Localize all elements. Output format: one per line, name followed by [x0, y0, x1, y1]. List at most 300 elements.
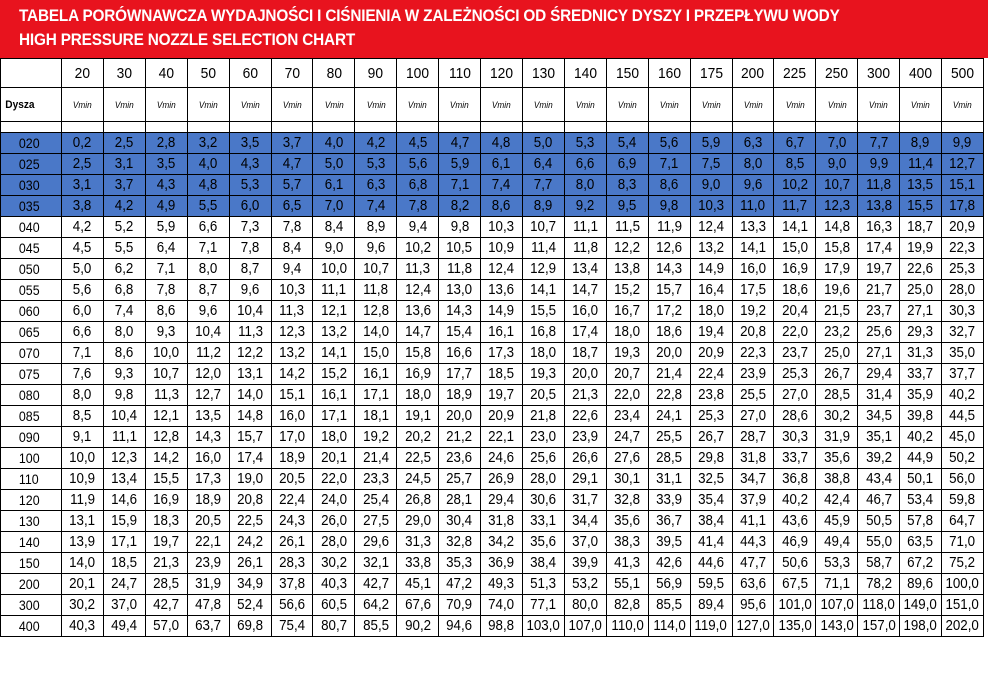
- table-cell: [816, 154, 858, 175]
- table-cell-text: 41,4: [698, 534, 725, 550]
- table-cell: [397, 154, 439, 175]
- table-cell-text: 58,7: [865, 555, 892, 571]
- table-cell: [229, 616, 271, 637]
- table-cell-text: 40,2: [781, 492, 808, 508]
- table-cell-text: 15,5: [153, 471, 180, 487]
- table-cell-text: 42,6: [656, 555, 683, 571]
- table-cell: [271, 343, 313, 364]
- table-cell-text: 8,0: [198, 261, 218, 277]
- table-cell-text: 44,3: [739, 534, 766, 550]
- table-cell-text: 50,1: [907, 471, 934, 487]
- table-cell: [62, 175, 104, 196]
- table-cell: [481, 406, 523, 427]
- table-cell-text: 16,0: [195, 450, 222, 466]
- table-cell: [858, 322, 900, 343]
- unit-label: [481, 88, 523, 122]
- table-cell-text: 18,9: [278, 450, 305, 466]
- table-cell-text: 39,8: [907, 408, 934, 424]
- table-row: [1, 469, 984, 490]
- table-cell-text: 67,6: [404, 597, 431, 613]
- table-cell-text: 9,6: [743, 177, 763, 193]
- table-cell-text: 22,3: [949, 240, 976, 256]
- table-row: [1, 532, 984, 553]
- column-header: [942, 59, 984, 88]
- table-cell-text: 18,1: [362, 408, 389, 424]
- table-cell: [62, 427, 104, 448]
- table-cell-text: 23,7: [781, 345, 808, 361]
- table-cell: [313, 574, 355, 595]
- table-cell-text: 9,4: [408, 219, 427, 235]
- table-cell: [606, 154, 648, 175]
- table-cell: [187, 574, 229, 595]
- table-cell-text: 36,9: [488, 555, 515, 571]
- table-cell: [481, 280, 523, 301]
- table-cell: [564, 490, 606, 511]
- table-cell-text: 53,2: [572, 576, 599, 592]
- nozzle-size-cell: [1, 343, 62, 364]
- table-cell-text: 9,4: [282, 261, 302, 277]
- column-header-text: 50: [200, 64, 216, 82]
- nozzle-size-cell: [1, 238, 62, 259]
- column-header: [606, 59, 648, 88]
- table-cell: [732, 133, 774, 154]
- nozzle-size-cell-text: 080: [18, 387, 40, 403]
- table-cell: [103, 574, 145, 595]
- table-cell: [732, 364, 774, 385]
- table-cell: [522, 469, 564, 490]
- table-cell-text: 19,7: [488, 387, 515, 403]
- table-cell: [564, 469, 606, 490]
- column-header-text: 60: [242, 64, 258, 82]
- table-cell-text: 7,5: [701, 156, 721, 172]
- table-cell-text: 25,5: [739, 387, 766, 403]
- table-cell: [816, 553, 858, 574]
- table-cell-text: 14,8: [237, 408, 264, 424]
- table-cell-text: 3,7: [115, 177, 134, 193]
- nozzle-size-cell-text: 120: [18, 492, 40, 508]
- table-cell-text: 26,1: [278, 534, 305, 550]
- unit-label-text: Vmin: [743, 99, 763, 110]
- table-cell: [900, 616, 942, 637]
- table-cell: [229, 175, 271, 196]
- table-cell-text: 8,4: [324, 219, 344, 235]
- table-cell-text: 14,1: [739, 240, 766, 256]
- table-cell: [732, 238, 774, 259]
- table-cell-text: 7,8: [156, 282, 176, 298]
- table-cell-text: 77,1: [530, 597, 557, 613]
- column-header: [648, 59, 690, 88]
- table-cell: [522, 532, 564, 553]
- unit-label: [942, 88, 984, 122]
- table-cell: [355, 175, 397, 196]
- table-cell: [942, 217, 984, 238]
- column-header-text: 100: [406, 64, 430, 82]
- table-cell-text: 17,4: [237, 450, 264, 466]
- table-cell: [313, 448, 355, 469]
- table-cell: [522, 217, 564, 238]
- table-cell-text: 42,4: [823, 492, 850, 508]
- table-cell: [732, 280, 774, 301]
- table-cell-text: 14,9: [698, 261, 725, 277]
- table-cell: [439, 385, 481, 406]
- table-cell: [648, 469, 690, 490]
- table-cell-text: 11,8: [447, 261, 473, 277]
- table-cell: [900, 238, 942, 259]
- table-cell-text: 29,1: [572, 471, 599, 487]
- table-cell-text: 21,3: [153, 555, 180, 571]
- table-cell: [62, 511, 104, 532]
- table-cell: [355, 427, 397, 448]
- table-cell: [774, 133, 816, 154]
- table-cell-text: 37,7: [949, 366, 976, 382]
- table-cell-text: 9,3: [115, 366, 134, 382]
- table-cell: [942, 427, 984, 448]
- table-cell: [229, 343, 271, 364]
- table-cell: [481, 490, 523, 511]
- column-header: [439, 59, 481, 88]
- table-cell: [816, 385, 858, 406]
- table-cell: [397, 469, 439, 490]
- table-cell-text: 23,9: [572, 429, 599, 445]
- unit-row: [1, 88, 984, 122]
- table-cell-text: 8,6: [156, 303, 176, 319]
- table-cell-text: 14,1: [781, 219, 808, 235]
- table-cell: [774, 616, 816, 637]
- table-cell-text: 35,4: [698, 492, 725, 508]
- table-cell-text: 13,6: [488, 282, 515, 298]
- table-cell: [481, 301, 523, 322]
- spacer-cell: [816, 122, 858, 133]
- table-row: [1, 364, 984, 385]
- table-cell-text: 17,0: [278, 429, 305, 445]
- table-cell: [690, 343, 732, 364]
- table-cell-text: 47,7: [739, 555, 766, 571]
- table-cell: [229, 427, 271, 448]
- table-row: [1, 616, 984, 637]
- table-cell-text: 9,0: [324, 240, 344, 256]
- table-cell-text: 36,7: [656, 513, 683, 529]
- table-cell-text: 33,7: [781, 450, 808, 466]
- table-cell: [900, 343, 942, 364]
- table-cell-text: 29,0: [404, 513, 431, 529]
- table-cell: [62, 280, 104, 301]
- table-cell: [900, 469, 942, 490]
- table-cell: [690, 259, 732, 280]
- table-cell-text: 8,5: [73, 408, 92, 424]
- table-cell-text: 17,2: [656, 303, 683, 319]
- table-cell: [522, 154, 564, 175]
- table-cell-text: 10,2: [404, 240, 431, 256]
- table-cell-text: 14,3: [656, 261, 683, 277]
- column-header: [900, 59, 942, 88]
- table-cell: [62, 490, 104, 511]
- table-cell: [942, 301, 984, 322]
- table-cell-text: 30,6: [530, 492, 557, 508]
- spacer-cell: [439, 122, 481, 133]
- table-cell: [62, 133, 104, 154]
- table-cell-text: 15,5: [530, 303, 557, 319]
- table-cell-text: 12,3: [111, 450, 138, 466]
- table-cell-text: 11,7: [782, 198, 808, 214]
- table-cell-text: 149,0: [903, 597, 938, 613]
- table-cell: [564, 196, 606, 217]
- table-cell-text: 19,9: [907, 240, 934, 256]
- table-cell: [900, 322, 942, 343]
- table-cell: [229, 322, 271, 343]
- table-cell: [481, 532, 523, 553]
- table-cell-text: 82,8: [614, 597, 641, 613]
- column-header: [313, 59, 355, 88]
- table-cell: [313, 175, 355, 196]
- table-cell-text: 12,2: [237, 345, 264, 361]
- table-cell: [271, 511, 313, 532]
- table-cell-text: 7,1: [73, 345, 92, 361]
- table-cell-text: 35,6: [530, 534, 557, 550]
- table-cell: [774, 490, 816, 511]
- table-cell-text: 16,0: [739, 261, 766, 277]
- table-cell-text: 8,9: [534, 198, 553, 214]
- table-cell: [103, 154, 145, 175]
- table-cell-text: 15,7: [237, 429, 264, 445]
- table-cell: [816, 595, 858, 616]
- table-cell: [62, 259, 104, 280]
- table-cell: [774, 238, 816, 259]
- table-cell-text: 63,6: [739, 576, 766, 592]
- table-cell-text: 15,0: [781, 240, 808, 256]
- table-cell: [187, 532, 229, 553]
- table-cell: [522, 406, 564, 427]
- table-cell: [942, 553, 984, 574]
- table-cell: [732, 490, 774, 511]
- table-cell: [271, 532, 313, 553]
- spacer-cell: [522, 122, 564, 133]
- table-cell: [481, 364, 523, 385]
- table-cell: [774, 511, 816, 532]
- table-cell-text: 17,4: [865, 240, 892, 256]
- table-cell-text: 4,7: [282, 156, 302, 172]
- table-cell: [522, 196, 564, 217]
- table-cell: [858, 217, 900, 238]
- table-cell: [816, 574, 858, 595]
- table-cell-text: 19,3: [530, 366, 557, 382]
- table-cell-text: 6,6: [198, 219, 218, 235]
- table-cell-text: 20,9: [488, 408, 515, 424]
- table-cell: [942, 343, 984, 364]
- table-cell-text: 56,9: [656, 576, 683, 592]
- table-cell-text: 16,1: [362, 366, 389, 382]
- table-cell: [690, 175, 732, 196]
- table-cell: [103, 490, 145, 511]
- column-header-text: 20: [74, 64, 91, 82]
- table-cell-text: 10,2: [781, 177, 808, 193]
- table-cell: [900, 364, 942, 385]
- table-cell: [355, 553, 397, 574]
- table-cell: [481, 469, 523, 490]
- table-cell: [774, 595, 816, 616]
- table-cell-text: 19,3: [614, 345, 641, 361]
- column-header-text: 500: [950, 64, 974, 82]
- table-cell-text: 67,5: [781, 576, 808, 592]
- table-cell: [942, 322, 984, 343]
- table-cell: [397, 511, 439, 532]
- table-cell-text: 9,0: [827, 156, 847, 172]
- table-cell-text: 9,9: [953, 135, 972, 151]
- table-cell: [732, 448, 774, 469]
- table-cell-text: 31,8: [488, 513, 515, 529]
- table-cell-text: 5,6: [73, 282, 92, 298]
- table-cell-text: 17,1: [111, 534, 138, 550]
- column-header: [481, 59, 523, 88]
- table-cell: [690, 616, 732, 637]
- table-cell-text: 12,9: [530, 261, 557, 277]
- table-cell-text: 101,0: [778, 597, 812, 613]
- unit-label: [816, 88, 858, 122]
- table-cell: [648, 301, 690, 322]
- table-cell: [355, 616, 397, 637]
- table-cell: [187, 553, 229, 574]
- table-cell: [481, 343, 523, 364]
- table-cell: [774, 322, 816, 343]
- spacer-cell: [145, 122, 187, 133]
- table-cell-text: 28,0: [530, 471, 557, 487]
- table-cell: [606, 616, 648, 637]
- table-cell-text: 15,7: [656, 282, 683, 298]
- table-cell: [187, 364, 229, 385]
- table-cell: [858, 448, 900, 469]
- table-cell: [481, 574, 523, 595]
- table-cell-text: 26,7: [823, 366, 850, 382]
- table-cell-text: 9,6: [240, 282, 260, 298]
- nozzle-size-cell: [1, 364, 62, 385]
- table-cell-text: 52,4: [237, 597, 264, 613]
- table-cell: [732, 616, 774, 637]
- table-cell-text: 11,3: [153, 387, 179, 403]
- table-cell: [690, 196, 732, 217]
- table-cell: [229, 364, 271, 385]
- table-cell-text: 22,0: [614, 387, 641, 403]
- table-cell: [187, 154, 229, 175]
- table-cell: [648, 343, 690, 364]
- nozzle-size-cell-text: 035: [18, 198, 40, 214]
- table-cell-text: 38,4: [530, 555, 557, 571]
- table-cell: [858, 343, 900, 364]
- table-cell-text: 13,5: [907, 177, 934, 193]
- table-cell-text: 28,5: [153, 576, 180, 592]
- table-cell: [732, 259, 774, 280]
- unit-label: [690, 88, 732, 122]
- unit-label-text: Vmin: [366, 99, 386, 110]
- table-cell: [858, 532, 900, 553]
- table-cell-text: 110,0: [611, 618, 644, 634]
- table-cell-text: 30,3: [781, 429, 808, 445]
- table-cell: [397, 175, 439, 196]
- table-cell-text: 18,5: [488, 366, 515, 382]
- spacer-cell: [62, 122, 104, 133]
- table-cell-text: 6,8: [408, 177, 427, 193]
- table-cell-text: 20,1: [69, 576, 96, 592]
- table-cell: [522, 490, 564, 511]
- table-cell: [564, 553, 606, 574]
- spacer-cell: [774, 122, 816, 133]
- table-cell: [439, 574, 481, 595]
- table-cell-text: 29,6: [362, 534, 389, 550]
- nozzle-size-cell: [1, 133, 62, 154]
- table-cell: [313, 343, 355, 364]
- column-header-text: 80: [326, 64, 342, 82]
- nozzle-size-cell-text: 040: [18, 219, 40, 235]
- table-cell-text: 6,1: [324, 177, 344, 193]
- column-header-text: 300: [867, 64, 891, 82]
- unit-label-text: Vmin: [408, 99, 428, 110]
- table-cell-text: 5,6: [659, 135, 679, 151]
- table-cell-text: 85,5: [362, 618, 389, 634]
- unit-label-text: Vmin: [533, 99, 553, 110]
- table-cell-text: 20,2: [404, 429, 431, 445]
- table-cell: [690, 217, 732, 238]
- table-cell: [313, 532, 355, 553]
- table-cell: [481, 238, 523, 259]
- table-cell: [942, 385, 984, 406]
- table-cell: [690, 469, 732, 490]
- table-cell-text: 31,3: [404, 534, 431, 550]
- table-cell-text: 35,0: [949, 345, 976, 361]
- table-cell-text: 7,1: [659, 156, 679, 172]
- table-cell: [187, 490, 229, 511]
- table-cell: [62, 532, 104, 553]
- table-cell: [103, 259, 145, 280]
- table-cell-text: 42,7: [362, 576, 389, 592]
- nozzle-size-cell-text: 140: [18, 534, 40, 550]
- table-cell-text: 31,9: [823, 429, 850, 445]
- nozzle-size-cell: [1, 196, 62, 217]
- table-cell: [900, 448, 942, 469]
- table-cell-text: 22,4: [698, 366, 725, 382]
- spacer-cell: [900, 122, 942, 133]
- table-row: [1, 553, 984, 574]
- table-cell-text: 38,8: [823, 471, 850, 487]
- table-cell: [145, 574, 187, 595]
- table-cell-text: 16,4: [698, 282, 725, 298]
- table-cell: [62, 553, 104, 574]
- table-cell: [942, 532, 984, 553]
- table-cell-text: 8,9: [366, 219, 386, 235]
- table-cell-text: 31,3: [907, 345, 934, 361]
- table-cell-text: 22,6: [572, 408, 599, 424]
- table-cell-text: 32,8: [614, 492, 641, 508]
- table-cell-text: 12,4: [698, 219, 725, 235]
- table-cell-text: 21,8: [530, 408, 557, 424]
- table-cell-text: 70,9: [446, 597, 473, 613]
- table-cell-text: 143,0: [820, 618, 854, 634]
- nozzle-size-cell-text: 025: [18, 156, 40, 172]
- table-cell-text: 10,3: [278, 282, 305, 298]
- table-cell: [816, 280, 858, 301]
- table-cell: [942, 490, 984, 511]
- table-cell-text: 34,2: [488, 534, 515, 550]
- table-cell: [816, 364, 858, 385]
- table-cell: [355, 280, 397, 301]
- table-cell-text: 6,3: [743, 135, 763, 151]
- table-cell-text: 50,6: [781, 555, 808, 571]
- table-cell-text: 37,0: [111, 597, 138, 613]
- table-cell-text: 94,6: [446, 618, 473, 634]
- table-cell: [62, 301, 104, 322]
- table-cell-text: 47,8: [195, 597, 222, 613]
- table-cell-text: 20,9: [949, 219, 976, 235]
- table-cell-text: 5,3: [240, 177, 260, 193]
- table-cell-text: 27,1: [865, 345, 892, 361]
- table-cell-text: 13,2: [698, 240, 725, 256]
